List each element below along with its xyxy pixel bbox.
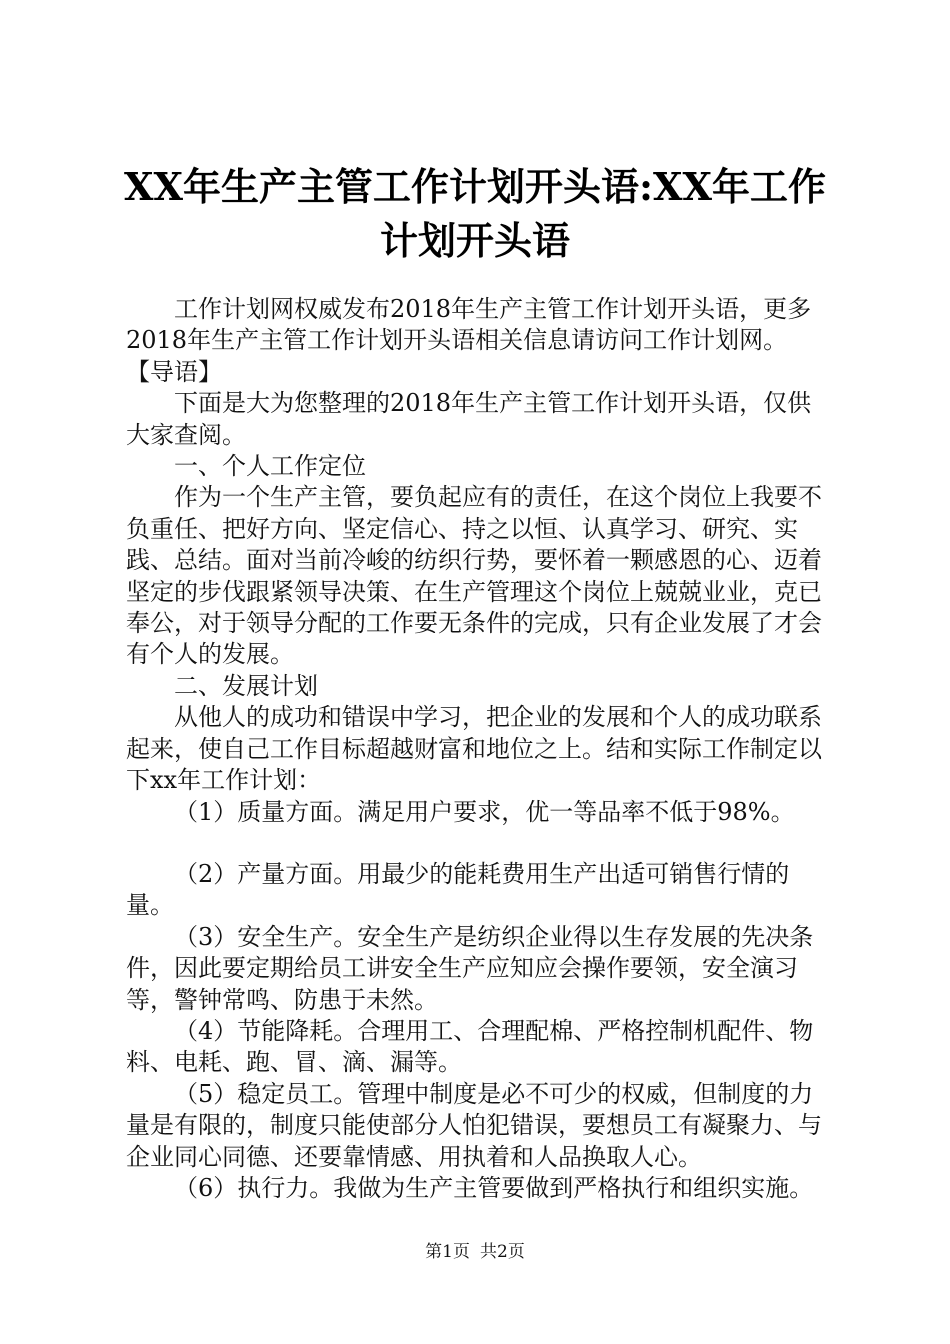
- plan-item-quality: （1）质量方面。满足用户要求，优一等品率不低于98%。: [174, 797, 795, 826]
- document-body: [126, 294, 832, 1204]
- paragraph-plan: 从他人的成功和错误中学习，把企业的发展和个人的成功联系起来，使自己工作目标超越财富和地位之上。结和实际工作制定以下xx年工作计划：: [126, 703, 822, 795]
- page-number: 第1页: [425, 1242, 470, 1262]
- page-footer: [0, 1240, 950, 1264]
- plan-item-output: （2）产量方面。用最少的能耗费用生产出适可销售行情的量。: [126, 859, 790, 920]
- page-title: XX年生产主管工作计划开头语:XX年工作计划开头语: [124, 164, 826, 263]
- section-heading-positioning: 一、个人工作定位: [174, 452, 366, 481]
- paragraph-positioning: 作为一个生产主管，要负起应有的责任，在这个岗位上我要不负重任、把好方向、坚定信心、持之以恒、认真学习、研究、实践、总结。面对当前冷峻的纺织行势，要怀着一颗感恩的心、迈着坚定的步伐跟紧领导决策、在生产管理这个岗位上兢兢业业，克已奉公，对于领导分配的工作要无条件的完成，只有企业发展了才会有个人的发展。: [126, 483, 822, 669]
- section-heading-plan: 二、发展计划: [174, 671, 318, 700]
- plan-item-safety: （3）安全生产。安全生产是纺织企业得以生存发展的先决条件，因此要定期给员工讲安全生产应知应会操作要领，安全演习等，警钟常鸣、防患于未然。: [126, 922, 814, 1014]
- paragraph-lead: 下面是大为您整理的2018年生产主管工作计划开头语，仅供大家查阅。: [126, 389, 812, 449]
- plan-item-staff: （5）稳定员工。管理中制度是必不可少的权威，但制度的力量是有限的，制度只能使部分人怕犯错误，要想员工有凝聚力、与企业同心同德、还要靠情感、用执着和人品换取人心。: [126, 1079, 822, 1171]
- paragraph-lead-label: 【导语】: [126, 357, 222, 386]
- plan-item-energy: （4）节能降耗。合理用工、合理配棉、严格控制机配件、物料、电耗、跑、冒、滴、漏等。: [126, 1016, 814, 1077]
- paragraph-intro: 工作计划网权威发布2018年生产主管工作计划开头语，更多2018年生产主管工作计划开头语相关信息请访问工作计划网。: [126, 295, 812, 355]
- plan-item-execution: （6）执行力。我做为生产主管要做到严格执行和组织实施。: [174, 1173, 814, 1202]
- page-total: 共2页: [480, 1242, 525, 1262]
